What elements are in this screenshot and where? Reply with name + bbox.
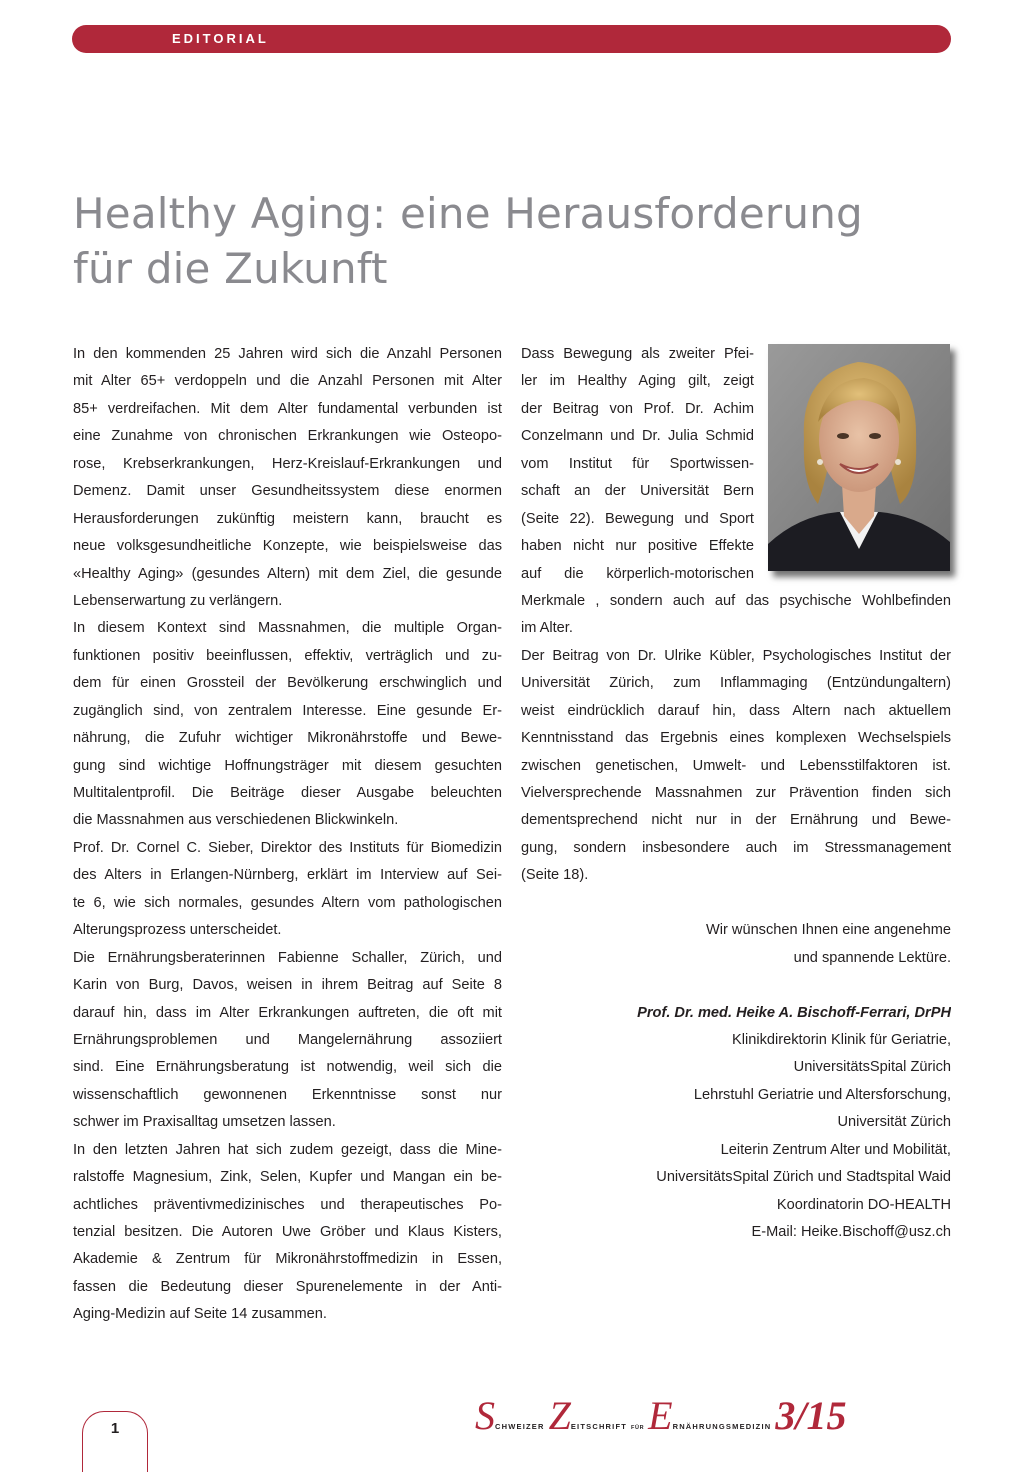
issue-number: 3/15	[775, 1393, 847, 1438]
body-line: «Healthy Aging» (gesundes Altern) mit dem Ziel, die gesunde	[73, 565, 502, 582]
masthead-word-fuer: FÜR	[631, 1425, 645, 1431]
body-line: Lebenserwartung zu verlängern.	[73, 592, 283, 609]
signature-line: UniversitätsSpital Zürich	[793, 1059, 951, 1076]
masthead-letter-s: S	[475, 1393, 495, 1438]
body-line: der Beitrag von Prof. Dr. Achim	[521, 400, 754, 417]
body-line: zugänglich sind, von zentralem Interesse. Eine gesunde Er-	[73, 702, 502, 719]
signature-email: E-Mail: Heike.Bischoff@usz.ch	[751, 1224, 951, 1240]
body-line: Vielversprechende Massnahmen zur Prävention finden sich	[521, 785, 951, 801]
body-line: Universität Zürich, zum Inflammaging (Entzündungaltern)	[521, 675, 951, 692]
body-line: neue volksgesundheitliche Konzepte, wie beispielsweise das	[73, 538, 502, 555]
section-label: EDITORIAL	[172, 31, 269, 46]
body-line: Aging-Medizin auf Seite 14 zusammen.	[73, 1306, 327, 1323]
body-line: achtliches präventivmedizinisches und therapeutisches Po-	[73, 1196, 502, 1213]
signature-line: Lehrstuhl Geriatrie und Altersforschung,	[693, 1086, 951, 1103]
body-line: dementsprechend nicht nur in der Ernährung und Bewe-	[521, 812, 951, 829]
page-number: 1	[110, 1420, 120, 1437]
body-line: im Alter.	[521, 620, 573, 637]
body-line: In diesem Kontext sind Massnahmen, die multiple Organ-	[73, 620, 502, 637]
body-line: In den kommenden 25 Jahren wird sich die Anzahl Personen	[73, 346, 502, 362]
masthead-letter-e: E	[648, 1393, 673, 1438]
journal-masthead	[475, 1392, 865, 1438]
body-line: Conzelmann und Dr. Julia Schmid	[521, 428, 754, 445]
body-line: (Seite 18).	[521, 867, 589, 884]
body-line: mit Alter 65+ verdoppeln und die Anzahl Personen mit Alter	[73, 373, 502, 390]
signature-line: Koordinatorin DO-HEALTH	[776, 1196, 951, 1213]
article-title	[73, 186, 953, 296]
body-line: ralstoffe Magnesium, Zink, Selen, Kupfer und Mangan ein be-	[73, 1169, 502, 1186]
body-line: weist eindrücklich darauf hin, dass Altern nach aktuellem	[521, 702, 951, 719]
closing-line: und spannende Lektüre.	[793, 949, 951, 966]
body-line: dem für einen Grossteil der Bevölkerung erschwinglich und	[73, 675, 502, 692]
body-line: Dass Bewegung als zweiter Pfei-	[521, 346, 754, 362]
body-line: Multitalentprofil. Die Beiträge dieser Ausgabe beleuchten	[73, 785, 502, 801]
body-line: (Seite 22). Bewegung und Sport	[521, 510, 754, 527]
masthead-word-zeitschrift: EITSCHRIFT	[570, 1422, 628, 1431]
body-line: Demenz. Damit unser Gesundheitssystem diese enormen	[73, 483, 502, 500]
signature-line: Klinikdirektorin Klinik für Geriatrie,	[732, 1031, 951, 1048]
title-line: für die Zukunft	[73, 244, 388, 293]
body-line: haben nicht nur positive Effekte	[521, 538, 754, 555]
body-line: Kenntnisstand das Ergebnis eines komplexen Wechselspiels	[521, 730, 951, 747]
body-line: fassen die Bedeutung dieser Spurenelemente in der Anti-	[73, 1278, 502, 1295]
page-number-tab	[82, 1411, 148, 1472]
body-line: eine Zunahme von chronischen Erkrankungen wie Osteopo-	[73, 428, 502, 445]
body-line: wissenschaftlich gewonnenen Erkenntnisse sonst nur	[73, 1086, 502, 1103]
body-line: funktionen positiv beeinflussen, effektiv, verträglich und zu-	[73, 647, 502, 664]
body-line: Herausforderungen zukünftig meistern kann, braucht es	[73, 510, 502, 527]
body-line: Prof. Dr. Cornel C. Sieber, Direktor des Instituts für Biomedizin	[73, 839, 502, 856]
title-line: Healthy Aging: eine Herausforderung	[73, 189, 863, 238]
body-line: Alterungsprozess unterscheidet.	[73, 922, 282, 939]
body-column-left	[73, 341, 502, 1329]
body-line: In den letzten Jahren hat sich zudem gezeigt, dass die Mine-	[73, 1141, 502, 1158]
body-line: zwischen genetischen, Umwelt- und Lebensstilfaktoren ist.	[521, 757, 951, 774]
body-line: schwer im Praxisalltag umsetzen lassen.	[73, 1114, 336, 1131]
body-line: tenzial besitzen. Die Autoren Uwe Gröber und Klaus Kisters,	[73, 1224, 502, 1240]
spacer	[521, 972, 951, 999]
body-line: rose, Krebserkrankungen, Herz-Kreislauf-Erkrankungen und	[73, 455, 502, 472]
body-line: Akademie & Zentrum für Mikronährstoffmedizin in Essen,	[73, 1251, 502, 1268]
body-line: auf die körperlich-motorischen	[521, 565, 754, 582]
body-line: Karin von Burg, Davos, weisen in ihrem Beitrag auf Seite 8	[73, 977, 502, 994]
masthead-word-schweizer: CHWEIZER	[495, 1422, 545, 1431]
body-line: sind. Eine Ernährungsberatung ist notwendig, weil sich die	[73, 1059, 502, 1076]
body-line: 85+ verdreifachen. Mit dem Alter fundamental verbunden ist	[73, 400, 502, 417]
signature-line: Leiterin Zentrum Alter und Mobilität,	[720, 1141, 951, 1158]
body-line: te 6, wie sich normales, gesundes Altern vom pathologischen	[73, 894, 502, 911]
body-line: gung, sondern insbesondere auch im Stressmanagement	[521, 839, 951, 856]
body-line: des Alters in Erlangen-Nürnberg, erklärt im Interview auf Sei-	[73, 867, 502, 884]
body-line: Der Beitrag von Dr. Ulrike Kübler, Psychologisches Institut der	[521, 647, 951, 664]
body-line: darauf hin, dass im Alter Erkrankungen auftreten, die oft mit	[73, 1004, 502, 1021]
body-line: schaft an der Universität Bern	[521, 483, 754, 500]
body-line: Ernährungsproblemen und Mangelernährung assoziiert	[73, 1031, 502, 1048]
body-line: gung sind wichtige Hoffnungsträger mit diesem gesuchten	[73, 757, 502, 774]
body-line: nährung, die Zufuhr wichtiger Mikronährstoffe und Bewe-	[73, 730, 502, 747]
body-line: vom Institut für Sportwissen-	[521, 455, 754, 472]
spacer	[521, 890, 951, 917]
section-banner	[72, 25, 951, 53]
body-line: Die Ernährungsberaterinnen Fabienne Schaller, Zürich, und	[73, 949, 502, 966]
body-line: die Massnahmen aus verschiedenen Blickwinkeln.	[73, 812, 399, 829]
signature-line: Universität Zürich	[837, 1114, 951, 1131]
body-line: Merkmale , sondern auch auf das psychische Wohlbefinden	[521, 592, 951, 609]
masthead-word-ernaehrungsmedizin: RNÄHRUNGSMEDIZIN	[672, 1422, 772, 1431]
closing-line: Wir wünschen Ihnen eine angenehme	[705, 922, 951, 939]
signature-line: UniversitätsSpital Zürich und Stadtspital Waid	[656, 1169, 951, 1186]
author-portrait	[768, 344, 950, 571]
signature-name: Prof. Dr. med. Heike A. Bischoff-Ferrari, DrPH	[637, 1004, 951, 1021]
body-line: ler im Healthy Aging gilt, zeigt	[521, 373, 754, 390]
masthead-letter-z: Z	[548, 1393, 571, 1438]
